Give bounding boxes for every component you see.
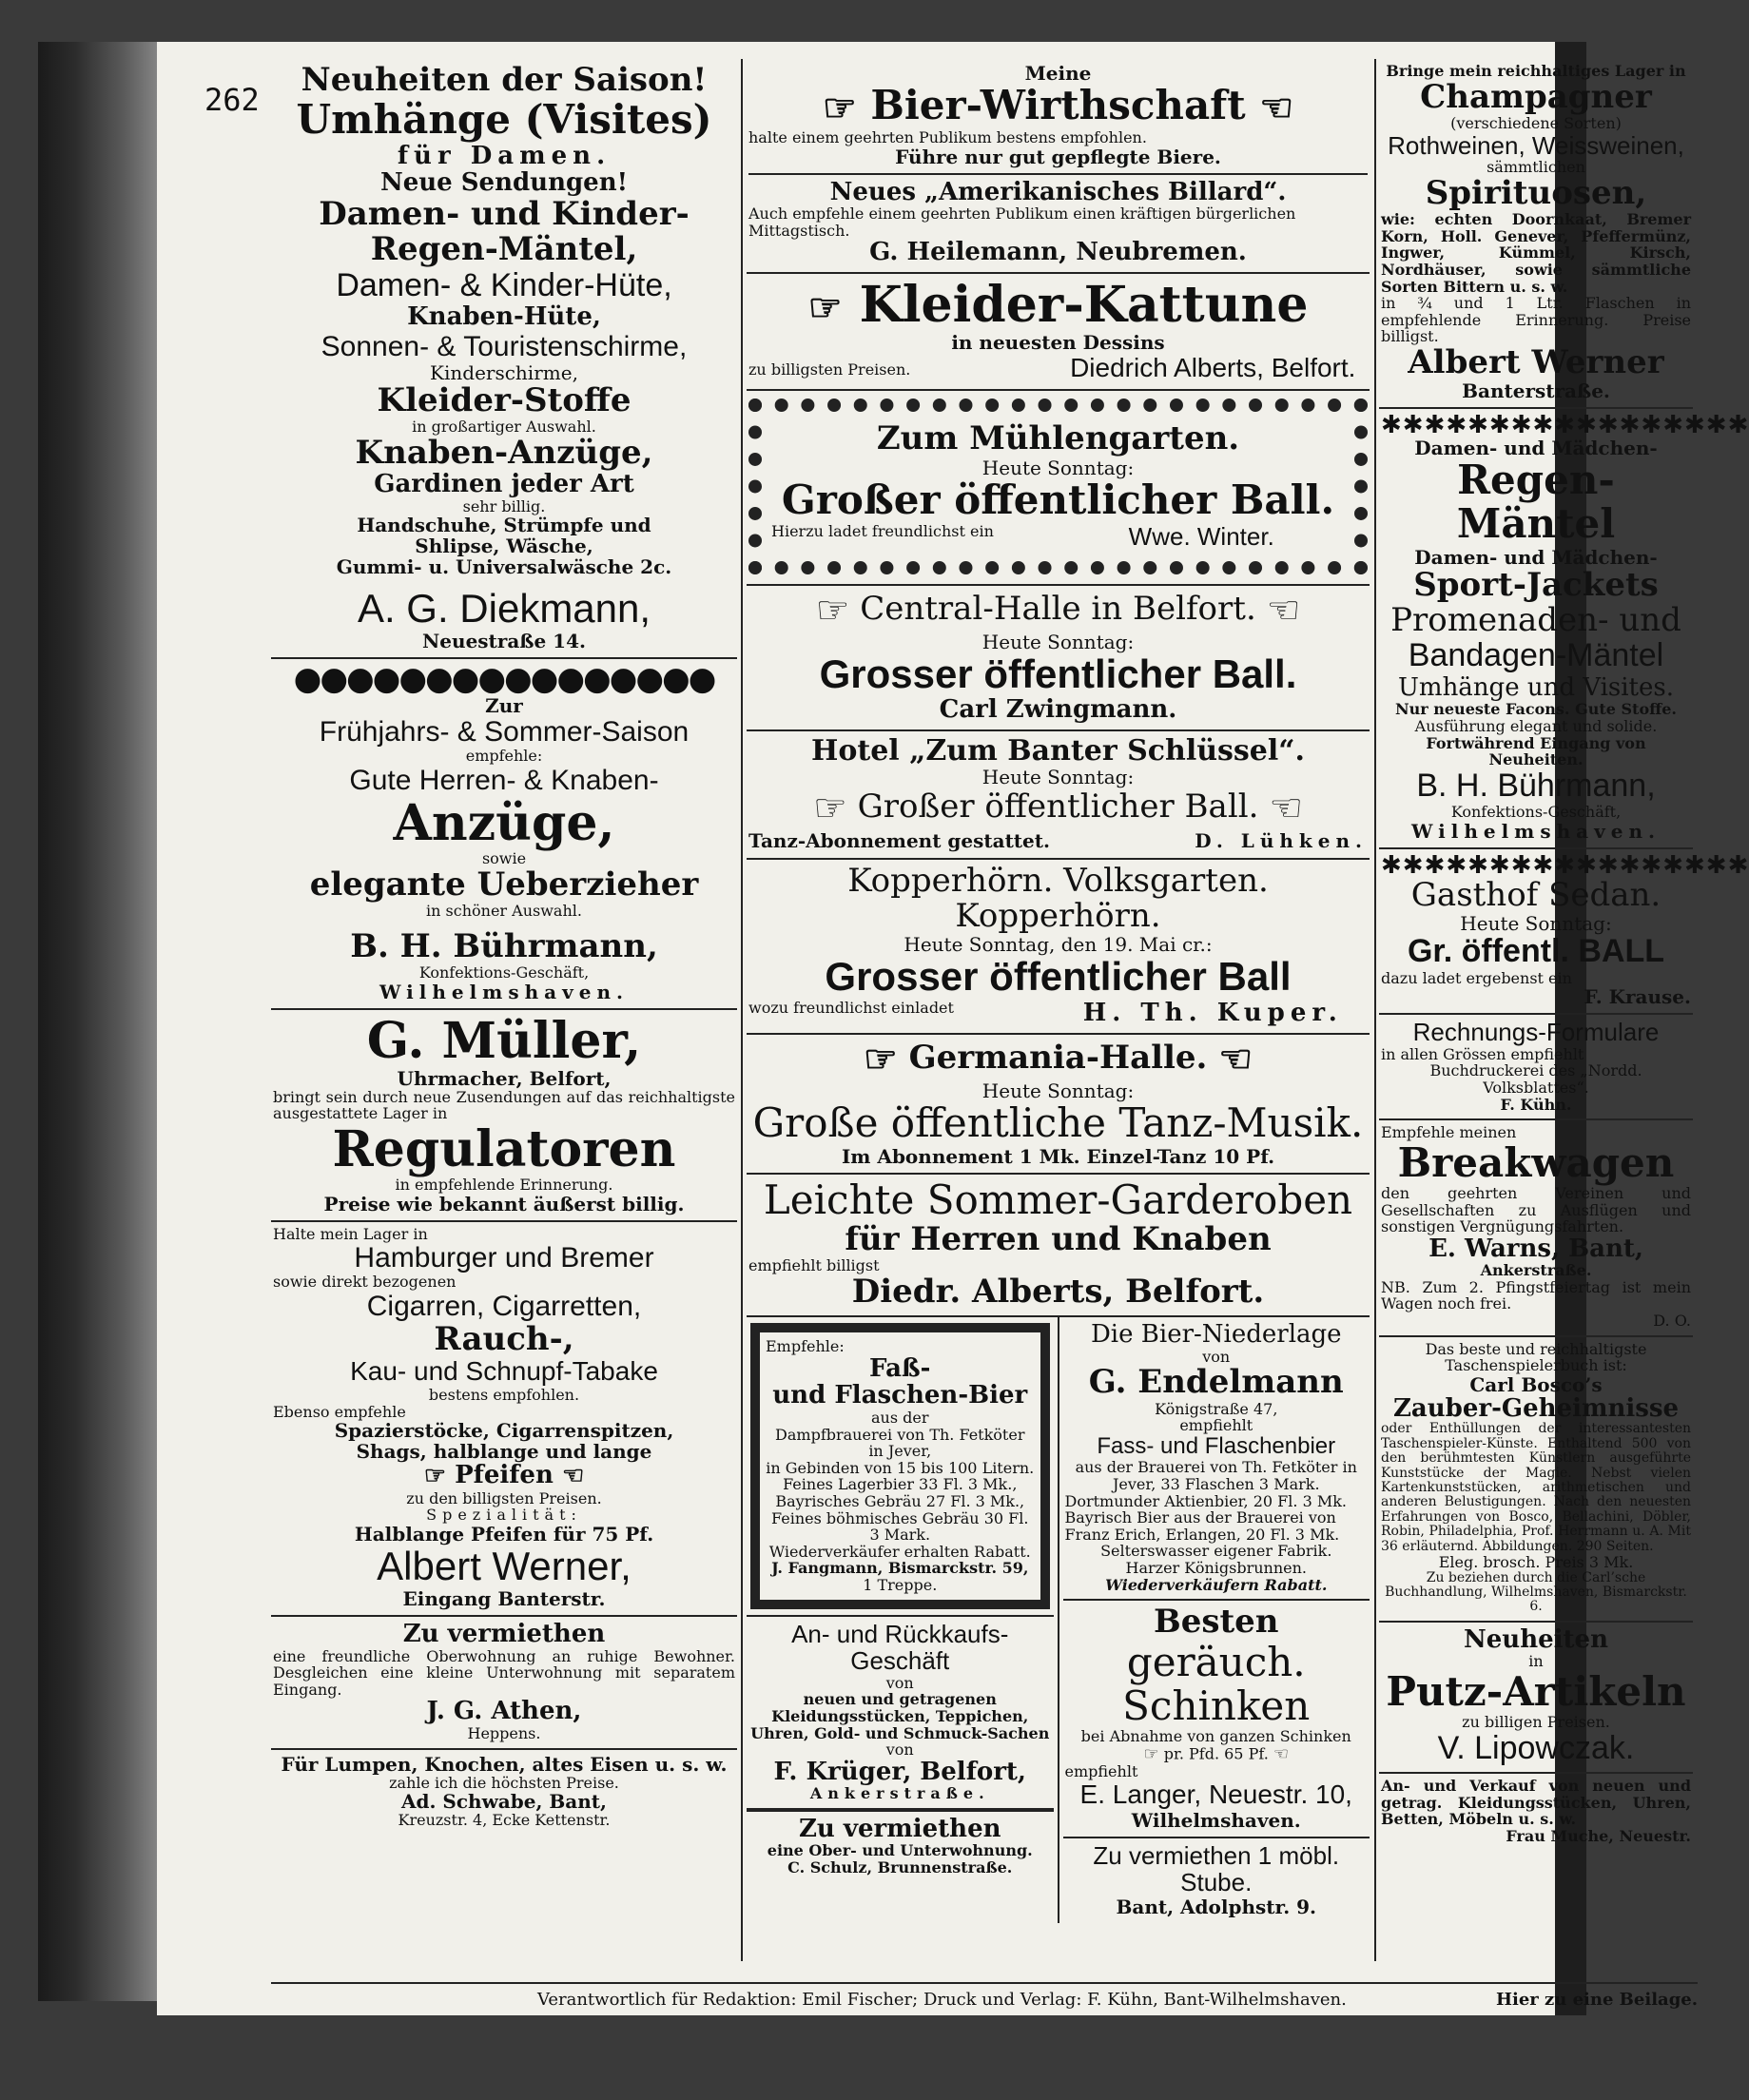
ad-text <box>273 1462 735 1489</box>
ad-text: in ¾ und 1 Ltr. Flaschen in empfehlende Erinnerung. Preise billigst. <box>1381 294 1691 346</box>
ad-text: Banterstraße. <box>1462 379 1610 403</box>
ad-text: Spirituosen, <box>1425 173 1647 212</box>
ad-text: Damen- und Kinder- <box>319 194 690 233</box>
ad-text: Hamburger und Bremer <box>354 1242 654 1274</box>
ad-text: Wilhelmshaven. <box>379 980 629 1003</box>
ad-text: Rechnungs-Formulare <box>1412 1018 1660 1047</box>
ad-text: zahle ich die höchsten Preise. <box>389 1773 619 1792</box>
ad-mueller <box>271 1010 737 1222</box>
ad-text: sämmtlichen <box>1487 158 1585 177</box>
advertiser-name: V. Lipowczak. <box>1437 1729 1635 1766</box>
ad-text: Für Lumpen, Knochen, altes Eisen u. s. w. <box>281 1752 728 1776</box>
ad-text: Grosser öffentlicher Ball. <box>819 651 1297 696</box>
ad-text: Zu beziehen durch die Carl’sche Buchhandlung, Wilhelmshaven, Bismarckstr. 6. <box>1385 1569 1687 1615</box>
ad-text: Promenaden- und <box>1390 601 1681 640</box>
advertiser-name: C. Schulz, Brunnenstraße. <box>787 1858 1013 1877</box>
ad-text: Sport-Jackets <box>1413 565 1659 604</box>
ad-text: Feines böhmisches Gebräu 30 Fl. 3 Mark. <box>771 1508 1029 1545</box>
advertiser-name: Wwe. Winter. <box>1128 521 1274 551</box>
ad-text: wie: echten Doornkaat, Bremer Korn, Holl. Genever, Pfeffermünz, Ingwer, Kümmel, Kirsch, Nordhäuser, sowie sämmtliche Sorten Bittern u. s. w. <box>1381 210 1691 296</box>
ad-text: Wiederverkäufer erhalten Rabatt. <box>768 1542 1031 1561</box>
ad-text: Die Bier-Niederlage <box>1090 1320 1342 1350</box>
ad-text: sowie <box>481 849 527 868</box>
ad-headline <box>748 275 1368 334</box>
ad-text: Selterswasser eigener Fabrik. <box>1100 1542 1332 1561</box>
ad-text: bei Abnahme von ganzen Schinken <box>1080 1726 1351 1745</box>
ad-text: Spazierstöcke, Cigarrenspitzen, <box>334 1419 674 1443</box>
ad-text: Ebenso empfehle <box>273 1402 406 1421</box>
ad-langer <box>1063 1601 1370 1838</box>
advertiser-name: E. Langer, Neuestr. 10, <box>1079 1779 1352 1809</box>
advertiser-name: G. Endelmann <box>1088 1363 1344 1402</box>
ad-bosco <box>1379 1337 1693 1623</box>
ad-text: in neuesten Dessins <box>951 331 1165 355</box>
dotted-frame <box>748 399 1368 574</box>
dot-border: ●●●●●●●●●●●●●●●● <box>293 660 715 699</box>
advertiser-name: J. Fangmann, Bismarckstr. 59, <box>771 1559 1029 1578</box>
ad-muche <box>1379 1774 1693 1850</box>
ad-text: Tanz-Abonnement gestattet. <box>748 828 1050 852</box>
advertiser-name: F. Krüger, Belfort, <box>773 1757 1026 1786</box>
ad-alberts-garderoben <box>747 1175 1370 1318</box>
ad-text: empfiehlt <box>1179 1416 1253 1435</box>
ad-text: Bayrisches Gebräu 27 Fl. 3 Mk., <box>775 1491 1025 1510</box>
ad-text: Ankerstraße. <box>1480 1261 1592 1280</box>
ad-text: für Damen. <box>397 141 612 170</box>
advertiser-name: F. Kühn. <box>1500 1095 1572 1114</box>
advertiser-name: G. Müller, <box>366 1011 642 1070</box>
ad-text <box>1065 1745 1369 1764</box>
ad-text: Konfektions-Geschäft, <box>1450 803 1622 822</box>
ad-moebl-stube <box>1063 1838 1370 1923</box>
pointing-hand-right-icon: ☞ <box>815 588 850 632</box>
ad-text: Rauch-, <box>434 1319 574 1358</box>
ad-text: von <box>1202 1347 1231 1366</box>
ad-text: Harzer Königsbrunnen. <box>1125 1558 1307 1577</box>
ad-text: zu billigsten Preisen. <box>748 360 911 379</box>
supplement-note: Hier zu eine Beilage. <box>1495 1990 1698 2010</box>
ad-text: zu billigen Preisen. <box>1462 1713 1610 1732</box>
ad-text: Regen-Mäntel, <box>370 230 638 269</box>
ad-text: neuen und getragenen Kleidungsstücken, Teppichen, Uhren, Gold- und Schmuck-Sachen <box>750 1690 1050 1742</box>
newspaper-page <box>157 42 1749 2015</box>
ad-text: Regulatoren <box>332 1120 676 1178</box>
advertiser-name: F. Krause. <box>1584 985 1691 1009</box>
ad-title: Kleider-Kattune <box>859 275 1309 334</box>
ad-row-bottom <box>747 1317 1370 1923</box>
ad-text: Große öffentliche Tanz-Musik. <box>752 1099 1364 1147</box>
ad-text: Meine <box>1024 62 1092 85</box>
ad-text: wozu freundlichst einladet <box>748 999 954 1018</box>
ad-text: in empfehlende Erinnerung. <box>395 1176 613 1195</box>
ad-text: Bayrisch Bier aus der Brauerei von Franz Erich, Erlangen, 20 Fl. 3 Mk. <box>1064 1508 1340 1544</box>
ad-text: Faß- <box>869 1353 931 1383</box>
ad-text: Regen-Mäntel <box>1456 457 1616 548</box>
ad-text: Wilhelmshaven. <box>1131 1808 1301 1832</box>
ad-text: An- und Rückkaufs-Geschäft <box>791 1619 1009 1676</box>
ad-text: Gr. öffentl. BALL <box>1407 933 1665 970</box>
ad-text: Shags, halblange und lange <box>356 1440 652 1464</box>
ad-title: Kopperhörn. Volksgarten. Kopperhörn. <box>847 861 1269 935</box>
pointing-hand-right-icon: ☞ <box>822 86 857 130</box>
advertiser-address: Eingang Banterstr. <box>402 1587 606 1611</box>
advertiser-name: G. Heilemann, Neubremen. <box>869 238 1247 267</box>
ad-text: Das beste und reichhaltigste Taschenspielerbuch ist: <box>1425 1339 1647 1375</box>
ad-banter-schluessel <box>747 731 1370 860</box>
ad-text: Heute Sonntag: <box>981 630 1135 653</box>
ad-text: NB. Zum 2. Pfingstfeiertag ist mein Wagen noch frei. <box>1381 1277 1691 1313</box>
ad-text: für Herren und Knaben <box>845 1219 1272 1258</box>
ad-text: Sonnen- & Touristenschirme, <box>321 330 688 362</box>
advertiser-name: E. Warns, Bant, <box>1428 1234 1643 1263</box>
ad-kopperhoern <box>747 860 1370 1036</box>
ad-text: Neue Sendungen! <box>379 168 629 198</box>
ad-fangmann <box>750 1323 1050 1608</box>
ad-text: in Jever, <box>868 1442 932 1461</box>
ad-headline <box>748 84 1368 129</box>
ad-text: empfiehlt <box>1064 1762 1138 1781</box>
advertiser-name: H. Th. Kuper. <box>1082 999 1343 1028</box>
ad-text: eine Ober- und Unterwohnung. <box>767 1841 1033 1860</box>
ad-text: aus der Brauerei von Th. Fetköter in Jever, 33 Flaschen 3 Mark. <box>1075 1458 1357 1493</box>
ad-text: Breakwagen <box>1397 1138 1675 1186</box>
ad-text: Putz-Artikeln <box>1386 1667 1686 1715</box>
star-border: ✱✱✱✱✱✱✱✱✱✱✱✱✱✱✱✱✱ <box>1381 411 1749 440</box>
ad-text: in Gebinden von 15 bis 100 Litern. <box>766 1458 1035 1477</box>
ad-text: zu den billigsten Preisen. <box>406 1488 602 1507</box>
column-3 <box>1379 59 1749 1850</box>
ad-text: Hierzu ladet freundlichst ein <box>771 521 994 540</box>
ad-text: elegante Ueberzieher <box>309 865 699 904</box>
ad-text: Besten <box>1153 1603 1279 1642</box>
ad-text: sehr billig. <box>462 496 546 515</box>
ad-text: Kreuzstr. 4, Ecke Kettenstr. <box>398 1811 611 1830</box>
ad-text: Feines Lagerbier 33 Fl. 3 Mk., <box>783 1475 1018 1494</box>
ad-schulz <box>747 1810 1054 1882</box>
ad-text: Großer öffentlicher Ball. <box>857 787 1259 826</box>
star-border: ✱✱✱✱✱✱✱✱✱✱✱✱✱✱✱✱✱ <box>1381 850 1749 880</box>
ad-text: Gummi- u. Universalwäsche 2c. <box>336 555 672 579</box>
ad-werner-wein <box>1379 59 1693 409</box>
ad-row <box>748 353 1368 383</box>
advertiser-name: J. G. Athen, <box>426 1697 582 1726</box>
ad-text: sowie direkt bezogenen <box>273 1273 457 1292</box>
ad-text: Spezialität: <box>426 1506 582 1525</box>
ad-text: Halte mein Lager in <box>273 1224 428 1243</box>
advertiser-name: B. H. Bührmann, <box>350 926 658 965</box>
ad-text: bringt sein durch neue Zusendungen auf das reichhaltigste ausgestattete Lager in <box>273 1087 735 1123</box>
ad-text: Zu vermiethen <box>798 1814 1001 1843</box>
ad-text: Cigarren, Cigarretten, <box>366 1290 642 1322</box>
ad-text: Führe nur gut gepflegte Biere. <box>895 145 1221 168</box>
ad-germania-halle <box>747 1035 1370 1174</box>
column-2 <box>747 59 1370 1923</box>
imprint: Verantwortlich für Redaktion: Emil Fischer; Druck und Verlag: F. Kühn, Bant-Wilhelmshaven. <box>537 1990 1347 2010</box>
ad-buehrmann-2 <box>1379 409 1749 849</box>
ad-text: Zu vermiethen <box>402 1620 606 1649</box>
ad-title: Zum Mühlengarten. <box>876 419 1240 458</box>
ad-text: Heute Sonntag, den 19. Mai cr.: <box>904 933 1213 957</box>
ad-text: Fass- und Flaschenbier <box>1097 1433 1336 1459</box>
ad-text: An- und Verkauf von neuen und getrag. Kleidungsstücken, Uhren, Betten, Möbeln u. s. w. <box>1381 1777 1691 1829</box>
ad-text: Kleider-Stoffe <box>377 380 632 419</box>
ad-buehrmann <box>271 659 737 1009</box>
pointing-hand-left-icon: ☜ <box>1259 86 1294 130</box>
ad-text: Zur <box>485 694 523 718</box>
ad-text: Bant, Adolphstr. 9. <box>1116 1895 1317 1918</box>
ad-text: Gute Herren- & Knaben- <box>349 764 659 796</box>
ad-text: Auch empfehle einem geehrten Publikum einen kräftigen bürgerlichen Mittagstisch. <box>748 204 1296 240</box>
ad-lipowczak <box>1379 1623 1693 1774</box>
ad-text: Damen- & Kinder-Hüte, <box>336 266 672 303</box>
ad-text: Wiederverkäufern Rabatt. <box>1105 1575 1328 1594</box>
ad-text: Damen- und Mädchen- <box>1414 545 1658 569</box>
page-footer <box>271 1982 1698 2010</box>
advertiser-name: Albert Werner, <box>377 1543 632 1588</box>
ad-text: von <box>885 1673 914 1692</box>
ad-text: Heute Sonntag: <box>981 456 1135 479</box>
ad-text: aus der <box>871 1409 929 1428</box>
pointing-hand-left-icon: ☜ <box>1218 1037 1253 1082</box>
ad-athen <box>271 1617 737 1750</box>
ad-text: Großer öffentlicher Ball. <box>781 476 1335 523</box>
column-rule <box>1374 59 1376 1961</box>
ad-text: Wilhelmshaven. <box>1411 819 1661 843</box>
ad-endelmann <box>1063 1317 1370 1601</box>
ad-text: Zu vermiethen 1 möbl. Stube. <box>1093 1840 1340 1897</box>
ad-text: oder Enthüllungen der interessantesten Taschenspieler-Künste. Enthaltend 500 von den berühmtesten Künstlern ausgeführte Kunststücke der Magie. Nebst vielen Kartenkunststücken, arithmetischen und anderen Belustigungen. Nach den neuesten Erfahrungen von Bosco, Bellachini, Döbler, Robin, Philadelphia, Prof. Herrmann u. A. Mit 36 erläuternd. Abbildungen. 290 Seiten. <box>1381 1421 1691 1554</box>
ad-text: Pfeifen <box>455 1461 554 1490</box>
ad-title: Gasthof Sedan. <box>1410 875 1662 914</box>
ad-text: den geehrten Vereinen und Gesellschaften zu Ausflügen und sonstigen Vergnügungsfahrten. <box>1381 1183 1691 1236</box>
ad-text: Uhrmacher, Belfort, <box>397 1066 612 1090</box>
ad-column <box>1059 1317 1370 1923</box>
ad-row <box>748 999 1368 1027</box>
ad-text: Bringe mein reichhaltiges Lager in <box>1386 62 1686 80</box>
advertiser-address: Neuestraße 14. <box>422 630 586 653</box>
ad-column <box>747 1317 1059 1923</box>
advertiser-name: Frau Muche, Neuestr. <box>1506 1826 1691 1845</box>
ad-headline <box>748 788 1368 829</box>
ad-text: Handschuhe, Strümpfe und <box>357 514 651 537</box>
ad-text: Zauber-Geheimnisse <box>1392 1393 1680 1423</box>
ad-text: Knaben-Hüte, <box>407 301 601 331</box>
ad-title: Bier-Wirthschaft <box>870 82 1246 128</box>
ad-text: Grosser öffentlicher Ball <box>825 954 1292 1000</box>
ad-text: empfehle: <box>465 747 543 766</box>
ad-text: von <box>885 1740 914 1760</box>
ad-text: Halblange Pfeifen für 75 Pf. <box>354 1522 654 1546</box>
ad-row <box>771 522 1345 552</box>
ad-text: pr. Pfd. 65 Pf. <box>1163 1743 1269 1762</box>
ad-krueger <box>747 1615 1054 1810</box>
ad-rechnungs-formulare <box>1379 1015 1693 1120</box>
column-1 <box>271 59 737 1835</box>
ad-text: halte einem geehrten Publikum bestens empfohlen. <box>748 128 1147 146</box>
ad-text: Heute Sonntag: <box>1460 912 1612 936</box>
ad-text: Damen- und Mädchen- <box>1414 437 1658 460</box>
ad-central-halle <box>747 586 1370 731</box>
ad-diekmann <box>271 59 737 659</box>
ad-text: Anzüge, <box>393 793 615 852</box>
ad-text: empfiehlt billigst <box>748 1256 880 1275</box>
pointing-hand-right-icon: ☞ <box>807 285 843 331</box>
advertiser-name: Ad. Schwabe, Bant, <box>400 1790 607 1814</box>
pointing-hand-right-icon: ☞ <box>863 1037 898 1082</box>
ad-title: Germania-Halle. <box>908 1039 1208 1078</box>
ad-text: Eleg. brosch. Preis 3 Mk. <box>1438 1552 1634 1571</box>
ad-text: Empfehle meinen <box>1381 1123 1517 1142</box>
ad-text: Leichte Sommer-Garderoben <box>763 1176 1353 1223</box>
ad-text: (verschiedene Sorten) <box>1450 113 1622 132</box>
pointing-hand-left-icon: ☜ <box>561 1462 585 1491</box>
ad-text: Empfehle: <box>766 1337 845 1356</box>
ad-title: Central-Halle in Belfort. <box>860 589 1256 628</box>
ad-text: Heppens. <box>467 1723 541 1742</box>
advertiser-name: A. G. Diekmann, <box>357 586 651 632</box>
ad-text: Heute Sonntag: <box>981 1079 1135 1103</box>
ad-schwabe <box>271 1750 737 1835</box>
ad-gasthof-sedan <box>1379 849 1749 1015</box>
ad-muehlengarten <box>747 391 1370 586</box>
ad-text: in <box>1528 1652 1544 1671</box>
ad-text: Heute Sonntag: <box>981 765 1135 788</box>
advertiser-name: Diedrich Alberts, Belfort. <box>1070 353 1356 383</box>
page-number: 262 <box>204 82 260 118</box>
ad-text: in schöner Auswahl. <box>426 902 582 921</box>
ad-text: Frühjahrs- & Sommer-Saison <box>319 716 690 749</box>
ad-text: Neuheiten <box>1464 1624 1608 1654</box>
ad-text: 1 Treppe. <box>863 1575 938 1594</box>
ad-alberts-kattune <box>747 274 1370 391</box>
ad-text: Carl Bosco’s <box>1469 1372 1603 1396</box>
ad-title: Hotel „Zum Banter Schlüssel“. <box>810 733 1305 768</box>
advertiser-name: Diedr. Alberts, Belfort. <box>851 1272 1265 1311</box>
pointing-hand-left-icon: ☜ <box>1266 588 1301 632</box>
ad-text: Dampfbrauerei von Th. Fetköter <box>775 1425 1025 1444</box>
ad-text: Neues „Amerikanisches Billard“. <box>748 173 1368 206</box>
advertiser-name: B. H. Bührmann, <box>1416 767 1656 804</box>
ad-text: Gardinen jeder Art <box>374 469 634 498</box>
ad-text: dazu ladet ergebenst ein <box>1381 968 1572 987</box>
ad-werner-tabak <box>271 1222 737 1617</box>
ad-warns <box>1379 1120 1693 1337</box>
ad-text: in großartiger Auswahl. <box>412 417 596 436</box>
ad-text: Rothweinen, Weissweinen, <box>1388 130 1684 160</box>
ad-text: Champagner <box>1420 77 1652 116</box>
advertiser-name: Carl Zwingmann. <box>939 694 1177 724</box>
pointing-hand-left-icon: ☜ <box>1273 1743 1290 1764</box>
ad-title: Neuheiten der Saison! <box>301 61 708 99</box>
book-binding <box>38 42 162 2001</box>
ad-headline <box>748 590 1368 632</box>
ad-text: geräuch. Schinken <box>1122 1638 1311 1729</box>
ad-text: Dortmunder Aktienbier, 20 Fl. 3 Mk. <box>1064 1491 1347 1510</box>
ad-text: Ankerstraße. <box>809 1784 990 1803</box>
ad-text: Königstraße 47, <box>1155 1399 1278 1418</box>
ad-text: Im Abonnement 1 Mk. Einzel-Tanz 10 Pf. <box>841 1144 1275 1168</box>
ad-text: in allen Grössen empfiehlt <box>1381 1044 1584 1063</box>
ad-row <box>748 829 1368 852</box>
advertiser-name: D. Lühken. <box>1195 828 1368 852</box>
ad-text: Konfektions-Geschäft, <box>418 963 590 982</box>
ad-text: eine freundliche Oberwohnung an ruhige Bewohner. Desgleichen eine kleine Unterwohnung mit separatem Eingang. <box>273 1646 735 1699</box>
ad-text: Ausführung elegant und solide. <box>1414 717 1658 736</box>
pointing-hand-right-icon: ☞ <box>812 786 847 830</box>
pointing-hand-right-icon: ☞ <box>423 1462 447 1491</box>
ad-headline <box>748 1039 1368 1080</box>
ad-text: Nur neueste Facons. Gute Stoffe. <box>1394 700 1677 719</box>
column-rule <box>741 59 743 1961</box>
pointing-hand-left-icon: ☜ <box>1269 786 1304 830</box>
ad-text: Fortwährend Eingang von Neuheiten. <box>1426 733 1646 769</box>
ad-headline: Umhänge (Visites) <box>296 96 712 144</box>
ad-text: Buchdruckerei des „Nordd. Volksblattes“. <box>1429 1061 1642 1097</box>
ad-text: Preise wie bekannt äußerst billig. <box>323 1192 685 1215</box>
ad-text: und Flaschen-Bier <box>772 1381 1028 1410</box>
ad-text: Kau- und Schnupf-Tabake <box>350 1356 658 1387</box>
ad-text: Bandagen-Mäntel <box>1408 637 1664 674</box>
ad-text: Umhänge und Visites. <box>1398 672 1674 702</box>
ad-heilemann <box>747 59 1370 274</box>
ad-text: D. O. <box>1653 1312 1691 1331</box>
advertiser-name: Albert Werner <box>1408 342 1664 381</box>
ad-text: Kinderschirme, <box>430 360 578 384</box>
ad-text: bestens empfohlen. <box>428 1386 580 1405</box>
ad-text: Shlipse, Wäsche, <box>415 535 593 558</box>
ad-text: Knaben-Anzüge, <box>355 433 653 472</box>
pointing-hand-right-icon: ☞ <box>1143 1743 1159 1764</box>
